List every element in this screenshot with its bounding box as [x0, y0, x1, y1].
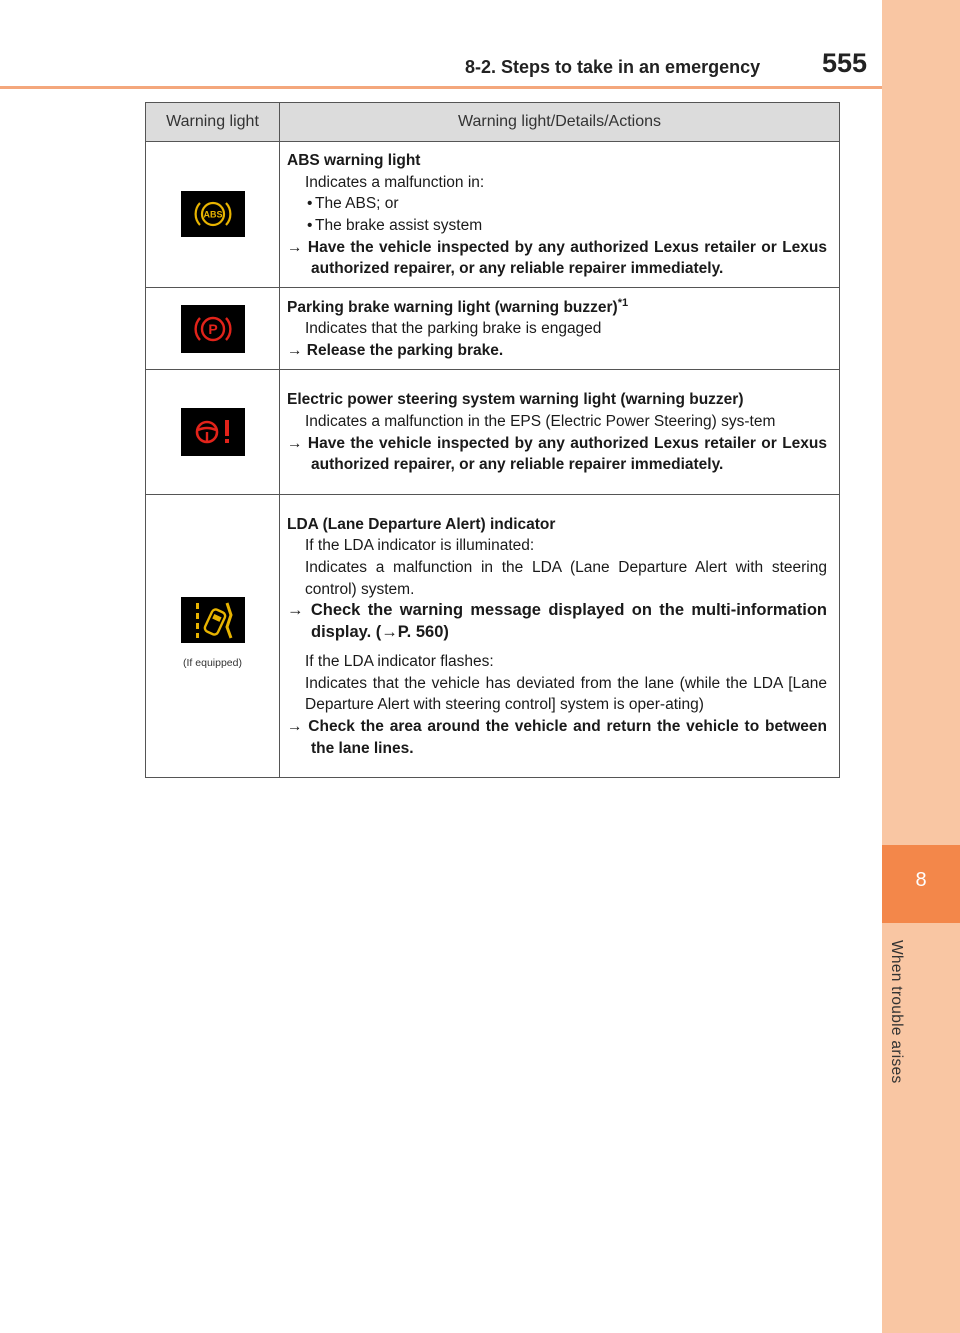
row-title: ABS warning light: [287, 152, 421, 170]
row-action: → Have the vehicle inspected by any authorized Lexus retailer or Lexus authorized repairer, or any reliable repairer immediately.: [287, 238, 827, 278]
svg-text:ABS: ABS: [202, 209, 223, 220]
icon-cell: [146, 495, 280, 778]
row-action: → Check the warning message displayed on the multi-information display. (→P. 560): [287, 601, 827, 641]
chapter-number: 8: [915, 869, 927, 891]
row-detail: Indicates that the parking brake is engaged: [305, 320, 602, 338]
chapter-tab[interactable]: [882, 845, 960, 923]
row-condition: If the LDA indicator is illuminated:: [305, 537, 535, 555]
row-action: → Release the parking brake.: [287, 341, 504, 359]
details-cell: [280, 142, 840, 288]
row-condition: If the LDA indicator flashes:: [305, 653, 494, 671]
steering-warning-icon: [181, 408, 245, 456]
column-header-details: Warning light/Details/Actions: [280, 103, 840, 142]
row-detail: Indicates a malfunction in:: [305, 173, 485, 191]
row-action: → Check the area around the vehicle and return the vehicle to between the lane lines.: [287, 718, 827, 757]
footnote-mark: *1: [617, 296, 629, 309]
chapter-name: When trouble arises: [888, 940, 905, 1084]
bullet-item: • The brake assist system: [287, 215, 827, 237]
page-number: 555: [822, 48, 868, 78]
abs-warning-icon: [181, 191, 245, 237]
header-rule: [0, 86, 882, 89]
table-header-row: [146, 103, 840, 142]
row-detail: Indicates a malfunction in the EPS (Electric Power Steering) sys-tem: [305, 412, 776, 430]
table-row: [146, 370, 840, 495]
details-cell: [280, 495, 840, 778]
row-action: → Have the vehicle inspected by any authorized Lexus retailer or Lexus authorized repairer, or any reliable repairer immediately.: [287, 434, 827, 474]
table-row: [146, 495, 840, 778]
lane-departure-icon: [181, 597, 245, 643]
parking-brake-icon: [181, 305, 245, 353]
column-header-warning-light: Warning light: [146, 103, 280, 142]
row-title: Electric power steering system warning light (warning buzzer): [287, 391, 744, 409]
if-equipped-note: (If equipped): [183, 657, 242, 669]
icon-cell: [146, 288, 280, 370]
section-title: 8-2. Steps to take in an emergency: [465, 57, 761, 77]
row-title: Parking brake warning light (warning buzzer)$^{*1}$: [287, 296, 629, 316]
icon-cell: [146, 370, 280, 495]
table-row: [146, 288, 840, 370]
bullet-item: • The ABS; or: [287, 193, 827, 215]
row-title: LDA (Lane Departure Alert) indicator: [287, 515, 556, 533]
icon-cell: [146, 142, 280, 288]
details-cell: [280, 288, 840, 370]
table-row: [146, 142, 840, 288]
svg-text:P: P: [207, 320, 218, 337]
chapter-side-strip: [882, 0, 960, 1333]
row-detail: Indicates that the vehicle has deviated from the lane (while the LDA [Lane Departure Alert with steering control] system is oper-ating): [305, 674, 827, 714]
row-detail: Indicates a malfunction in the LDA (Lane Departure Alert with steering control) system.: [305, 558, 827, 598]
warning-light-table: [145, 102, 840, 778]
details-cell: [280, 370, 840, 495]
